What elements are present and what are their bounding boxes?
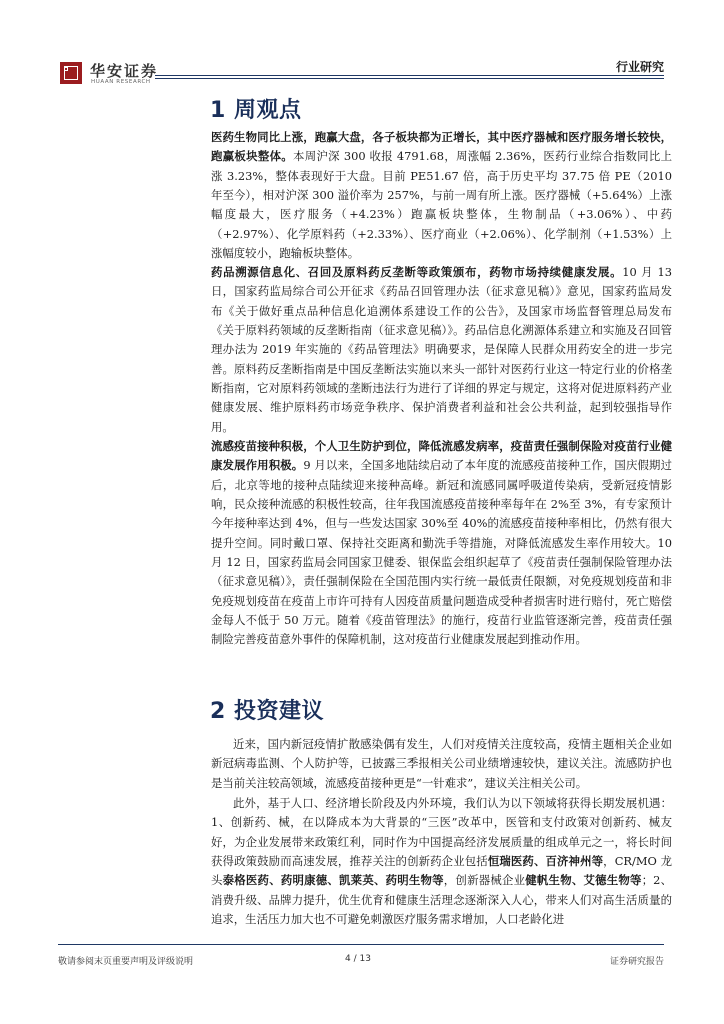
section-1-paragraph-3 — [211, 437, 672, 650]
highlight-companies: 恒瑞医药、百济神州等 — [487, 854, 604, 869]
paragraph-body: 10 月 13 日，国家药监局综合司公开征求《药品召回管理办法（征求意见稿）》意见，国家药监局发布《关于做好重点品种信息化追溯体系建设工作的公告》，及国家市场监督管理总局发布《关于原料药领域的反垄断指南（征求意见稿）》。药品信息化溯源体系建立和实施及召回管理办法为 2019 年实施的《药品管理法》明确要求，是保障人民群众用药安全的进一步完善。原料药反垄断指南是中国反垄断法实施以来头一部针对医药行业这一特定行业的价格垄断指南，它对原料药领域的垄断违法行为进行了详细的界定与规定，这将对促进原料药产业健康发展、维护原料药市场竞争秩序、保护消费者利益和社会公共利益，起到较强指导作用。 — [211, 265, 672, 434]
report-category-tag: 行业研究 — [615, 60, 664, 74]
logo-chinese-name: 华安证券 — [90, 62, 159, 80]
highlight-companies: 泰格医药、药明康德、凯莱英、药明生物等 — [222, 873, 444, 888]
paragraph-body: ，创新器械企业 — [443, 873, 526, 888]
section-1-paragraph-1 — [211, 128, 672, 263]
paragraph-body: 本周沪深 300 收报 4791.68，周涨幅 2.36%，医药行业综合指数同比上涨 3.23%，整体表现好于大盘。目前 PE51.67 倍，高于历史平均 37.75 倍 PE（2010 年至今），相对沪深 300 溢价率为 257%，与前一周有所上涨。医疗器械（+5.64%）上涨幅度最大，医疗服务（+4.23%）跑赢板块整体，生物制品（+3.06%）、中药（+2.97%）、化学原料药（+2.33%）、医疗商业（+2.06%）、化学制剂（+1.53%）上涨幅度较小，跑输板块整体。 — [211, 149, 672, 261]
section-2-paragraph-1: 近来，国内新冠疫情扩散感染偶有发生，人们对疫情关注度较高，疫情主题相关企业如新冠病毒监测、个人防护等，已披露三季报相关公司业绩增速较快，建议关注。流感防护也是当前关注较高领域，流感疫苗接种更是“一针难求”，建议关注相关公司。 — [211, 737, 672, 790]
logo-seal-inner — [64, 67, 68, 71]
highlight-companies: 健帆生物、艾德生物等 — [525, 873, 642, 888]
section-1-heading: 1 周观点 — [210, 98, 302, 123]
footer-rule — [58, 944, 664, 945]
paragraph-body: ，CR/MO 龙头 — [211, 854, 672, 888]
section-2-heading: 2 投资建议 — [210, 699, 324, 724]
header-rule — [155, 75, 664, 76]
paragraph-lead: 流感疫苗接种积极，个人卫生防护到位，降低流感发病率，疫苗责任强制保险对疫苗行业健康发展作用积极。 — [211, 439, 672, 473]
paragraph-body: 9 月以来，全国多地陆续启动了本年度的流感疫苗接种工作，国庆假期过后，北京等地的接种点陆续迎来接种高峰。新冠和流感同属呼吸道传染病，受新冠疫情影响，民众接种流感的积极性较高，往年我国流感疫苗接种率每年在 2%至 3%，有专家预计今年接种率达到 4%，但与一些发达国家 30%至 40%的流感疫苗接种率相比，仍然有很大提升空间。同时戴口罩、保持社交距离和勤洗手等措施，对降低流感发生率作用较大。10 月 12 日，国家药监局会同国家卫健委、银保监会组织起草了《疫苗责任强制保险管理办法（征求意见稿）》，责任强制保险在全国范围内实行统一最低责任限额，对免疫规划疫苗和非免疫规划疫苗在疫苗上市许可持有人因疫苗质量问题造成受种者损害时进行赔付，死亡赔偿金每人不低于 50 万元。随着《疫苗管理法》的施行，疫苗行业监管逐渐完善，疫苗责任强制险完善疫苗意外事件的保障机制，这对疫苗行业健康发展起到推动作用。 — [211, 458, 672, 647]
header-rule-thin — [155, 78, 664, 79]
logo-english-name: HUAAN RESEARCH — [91, 79, 151, 85]
paragraph-lead: 药品溯源信息化、召回及原料药反垄断等政策颁布，药物市场持续健康发展。 — [211, 265, 623, 279]
footer-disclaimer: 敬请参阅末页重要声明及评级说明 — [58, 957, 194, 967]
section-1-paragraph-2 — [211, 263, 672, 437]
paragraph-body: ；2、消费升级、品牌力提升，优生优育和健康生活理念逐渐深入人心，带来人们对高生活质量的追求，生活压力加大也不可避免刺激医疗服务需求增加，人口老龄化进 — [211, 873, 672, 927]
page-number: 4 / 13 — [345, 954, 371, 964]
footer-report-type: 证券研究报告 — [609, 957, 664, 967]
paragraph-lead: 医药生物同比上涨，跑赢大盘，各子板块都为正增长，其中医疗器械和医疗服务增长较快，跑赢板块整体。 — [211, 130, 672, 164]
company-logo-icon — [60, 62, 82, 84]
section-2-paragraph-2 — [211, 794, 672, 929]
page-header — [58, 58, 664, 88]
paragraph-body: 此外，基于人口、经济增长阶段及内外环境，我们认为以下领域将获得长期发展机遇：1、创新药、械，在以降成本为大背景的“三医”改革中，医管和支付政策对创新药、械友好，为企业发展带来政策红利，同时作为中国提高经济发展质量的组成单元之一，将长时间获得政策鼓励而高速发展，推荐关注的创新药企业包括 — [211, 796, 672, 869]
